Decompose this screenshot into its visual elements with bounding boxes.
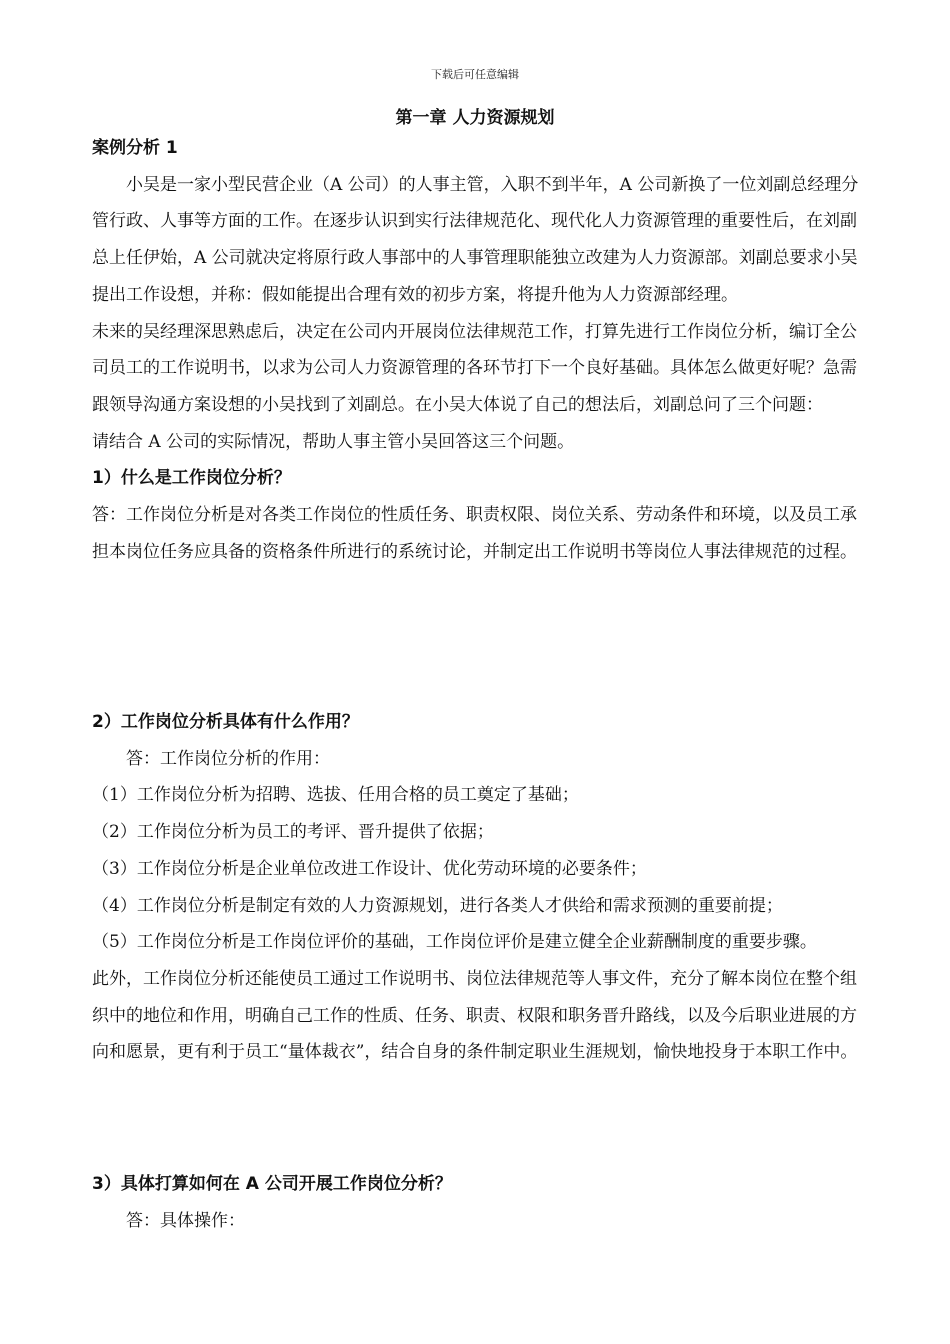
q2-item: （3）工作岗位分析是企业单位改进工作设计、优化劳动环境的必要条件； xyxy=(92,858,647,879)
q2-item: （1）工作岗位分析为招聘、选拔、任用合格的员工奠定了基础； xyxy=(92,785,579,806)
q2-item: （4）工作岗位分析是制定有效的人力资源规划，进行各类人才供给和需求预测的重要前提； xyxy=(92,895,783,916)
q2-closing: 此外，工作岗位分析还能使员工通过工作说明书、岗位法律规范等人事文件，充分了解本岗位在整个组织中的地位和作用，明确自己工作的性质、任务、职责、权限和职务晋升路线，以及今后职业进展的方向和愿景，更有利于员工“量体裁衣”，结合自身的条件制定职业生涯规划，愉快地投身于本职工作中。 xyxy=(92,968,858,1063)
q2-answer-intro: 答：工作岗位分析的作用： xyxy=(126,748,330,769)
q3-answer-intro: 答：具体操作： xyxy=(126,1210,245,1231)
case-section xyxy=(92,130,872,570)
case-heading: 案例分析 1 xyxy=(92,138,178,158)
q2-section xyxy=(92,704,872,1071)
q3-section xyxy=(92,1166,872,1239)
q2-item: （5）工作岗位分析是工作岗位评价的基础，工作岗位评价是建立健全企业薪酬制度的重要步骤。 xyxy=(92,932,817,953)
q2-item: （2）工作岗位分析为员工的考评、晋升提供了依据； xyxy=(92,822,494,843)
second-paragraph: 未来的吴经理深思熟虑后，决定在公司内开展岗位法律规范工作，打算先进行工作岗位分析，编订全公司员工的工作说明书，以求为公司人力资源管理的各环节打下一个良好基础。具体怎么做更好呢？急需跟领导沟通方案设想的小吴找到了刘副总。在小吴大体说了自己的想法后，刘副总问了三个问题： xyxy=(92,321,857,415)
intro-paragraph: 小吴是一家小型民营企业（A 公司）的人事主管，入职不到半年，A 公司新换了一位刘副总经理分管行政、人事等方面的工作。在逐步认识到实行法律规范化、现代化人力资源管理的重要性后，在刘副总上任伊始，A 公司就决定将原行政人事部中的人事管理职能独立改建为人力资源部。刘副总要求小吴提出工作设想，并称：假如能提出合理有效的初步方案，将提升他为人力资源部经理。 xyxy=(92,174,859,305)
task-line: 请结合 A 公司的实际情况，帮助人事主管小吴回答这三个问题。 xyxy=(92,431,575,452)
q1-answer: 答：工作岗位分析是对各类工作岗位的性质任务、职责权限、岗位关系、劳动条件和环境，以及员工承担本岗位任务应具备的资格条件所进行的系统讨论，并制定出工作说明书等岗位人事法律规范的过程。 xyxy=(92,505,857,562)
q1-heading: 1）什么是工作岗位分析？ xyxy=(92,468,291,489)
q2-heading: 2）工作岗位分析具体有什么作用？ xyxy=(92,712,359,732)
chapter-title: 第一章 人力资源规划 xyxy=(395,108,555,128)
q3-heading: 3）具体打算如何在 A 公司开展工作岗位分析？ xyxy=(92,1174,452,1194)
header-note: 下载后可任意编辑 xyxy=(431,68,519,81)
